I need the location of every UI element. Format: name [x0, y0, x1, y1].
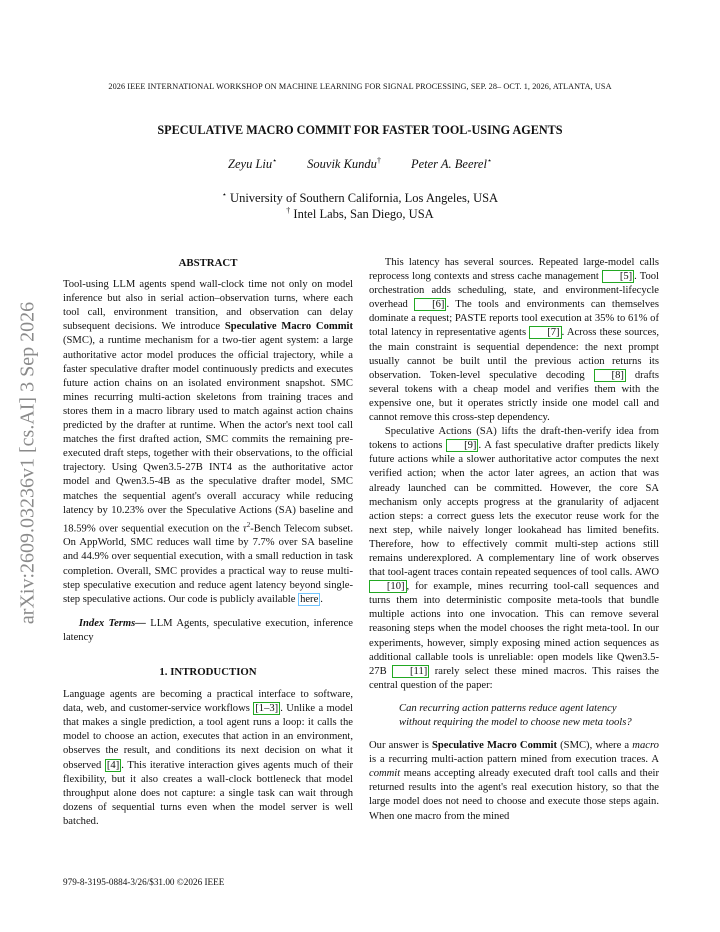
citation-link[interactable]: [9]	[446, 439, 478, 452]
citation-link[interactable]: [11]	[392, 665, 429, 678]
research-question: Can recurring action patterns reduce agent latency without requiring the model to choose new meta tools?	[399, 702, 632, 728]
latency-paragraph: This latency has several sources. Repeated large-model calls reprocess long contexts and stress cache management [5] . Tool orchestration adds scheduling, state, and environment-lifecycle overhead [6] . The tools and environments can themselves dominate a request; PASTE reports tool execution at 35% to 61% of total latency in representative agents [7] . Across these sources, the main constraint is sequential dependence: the next prompt usually cannot be built until the previous action returns its observation. Token-level speculative decoding [8] drafts several tokens with a cheap model and verifies them with the expensive one, but it operates strictly inside one model call and cannot remove this cross-step dependency.	[369, 257, 659, 424]
affiliation-1: ⋆ University of Southern California, Los Angeles, USA	[221, 190, 499, 206]
author-3: Peter A. Beerel⋆	[410, 156, 492, 172]
right-column	[369, 256, 659, 824]
citation-link[interactable]: [4]	[106, 759, 120, 771]
citation-link[interactable]: [5]	[602, 270, 634, 283]
citation-link[interactable]: [7]	[529, 326, 561, 339]
citation-link[interactable]: [10]	[369, 580, 407, 593]
affiliation-2: † Intel Labs, San Diego, USA	[286, 206, 434, 222]
author-1: Zeyu Liu⋆	[228, 156, 278, 172]
speculative-actions-paragraph: Speculative Actions (SA) lifts the draft-then-verify idea from tokens to actions [9] . A fast speculative drafter predicts likely future actions while a slower authoritative actor computes the next verified action; when the actor later agrees, an action that was already launched can be committed. However, the core SA mechanism only accepts progress at the granularity of adjacent action steps: a correct guess lets the executor reuse work for the next step, while naively longer lookahead has limited benefits. Therefore, how to effectively commit multi-step actions still remains underexplored. A complementary line of work observes that tool-agent traces contain repeated sequences of tool calls. AWO [10] , for example, mines recurring tool-call sequences and turns them into deterministic composite meta-tools that bundle multiple actions into one invocation. This can remove several reasoning steps when the model chooses the right meta-tool. In our experiments, however, simply exposing mined action sequences as additional callable tools is unreliable: open models like Qwen3.5-27B [11] rarely select these mined macros. This raises the central question of the paper:	[369, 426, 659, 691]
author-list	[0, 156, 720, 172]
abstract-heading: ABSTRACT	[178, 257, 238, 269]
introduction-heading: 1. INTRODUCTION	[159, 665, 257, 678]
copyright-footer: 979-8-3195-0884-3/26/$31.00 ©2026 IEEE	[63, 877, 225, 887]
citation-link[interactable]: [1–3]	[255, 703, 279, 715]
smc-paragraph: Our answer is Speculative Macro Commit (SMC), where a macro is a recurring multi-action pattern mined from execution traces. A commit means accepting already executed draft tool calls and their returned results into the agent's real execution history, so that the large model does not need to choose and execute those steps again. When one macro from the mined	[369, 740, 659, 822]
code-link[interactable]: here	[300, 593, 319, 605]
arxiv-identifier: arXiv:2609.03236v1 [cs.AI] 3 Sep 2026	[16, 301, 39, 625]
introduction-paragraph: Language agents are becoming a practical interface to software, data, web, and customer-service workflows [1–3] . Unlike a model that makes a single prediction, a tool agent runs a loop: it calls the model to choose an action, executes that action in an environment, observes the result, and conditions its next decision on what it observed [4] . This iterative interaction gives agents much of their flexibility, but it also creates a wall-clock bottleneck that model throughput alone does not capture: a single task can wait through dozens of sequential turns even when the model server is well batched.	[63, 689, 354, 827]
abstract-text: Tool-using LLM agents spend wall-clock time not only on model inference but also in serial action–observation turns, where each tool call, environment transition, and observation can delay subsequent decisions. We introduce Speculative Macro Commit (SMC), a runtime mechanism for a two-tier agent system: a large authoritative actor model produces the official trajectory, while a faster speculative drafter model continuously predicts and executes future action chains on an isolated environment snapshot. SMC mines recurring multi-action skeletons from training traces and stores them in a macro library used to match against action chains predicted by the drafter at runtime. When the actor's next tool call matches the first drafted action, SMC commits the remaining pre-executed draft steps, together with their observations, to the official trajectory. Using Qwen3.5-27B INT4 as the authoritative actor model and Qwen3.5-4B as the speculative drafter model, SMC matches the sequential agent's overall accuracy while reducing latency by 10.23% over the Speculative Actions (SA) baseline and 18.59% over sequential execution on the $\tau^2$-Bench Telecom subset. On AppWorld, SMC reduces wall time by 7.7% over SA baseline and 44.9% over sequential execution, with a small reduction in task completion. Overall, SMC provides a practical way to reuse multi-step speculative execution and reduce agent latency beyond single-step speculative actions. Our code is publicly available here .	[63, 279, 353, 605]
citation-link[interactable]: [8]	[594, 369, 626, 382]
index-terms: Index Terms— LLM Agents, speculative execution, inference latency	[63, 617, 354, 643]
author-2: Souvik Kundu†	[307, 156, 381, 172]
conference-header: 2026 IEEE INTERNATIONAL WORKSHOP ON MACHINE LEARNING FOR SIGNAL PROCESSING, SEP. 28– OCT. 1, 2026, ATLANTA, USA	[108, 82, 612, 91]
left-column	[63, 256, 353, 829]
paper-title: SPECULATIVE MACRO COMMIT FOR FASTER TOOL-USING AGENTS	[157, 123, 563, 137]
citation-link[interactable]: [6]	[414, 298, 446, 311]
